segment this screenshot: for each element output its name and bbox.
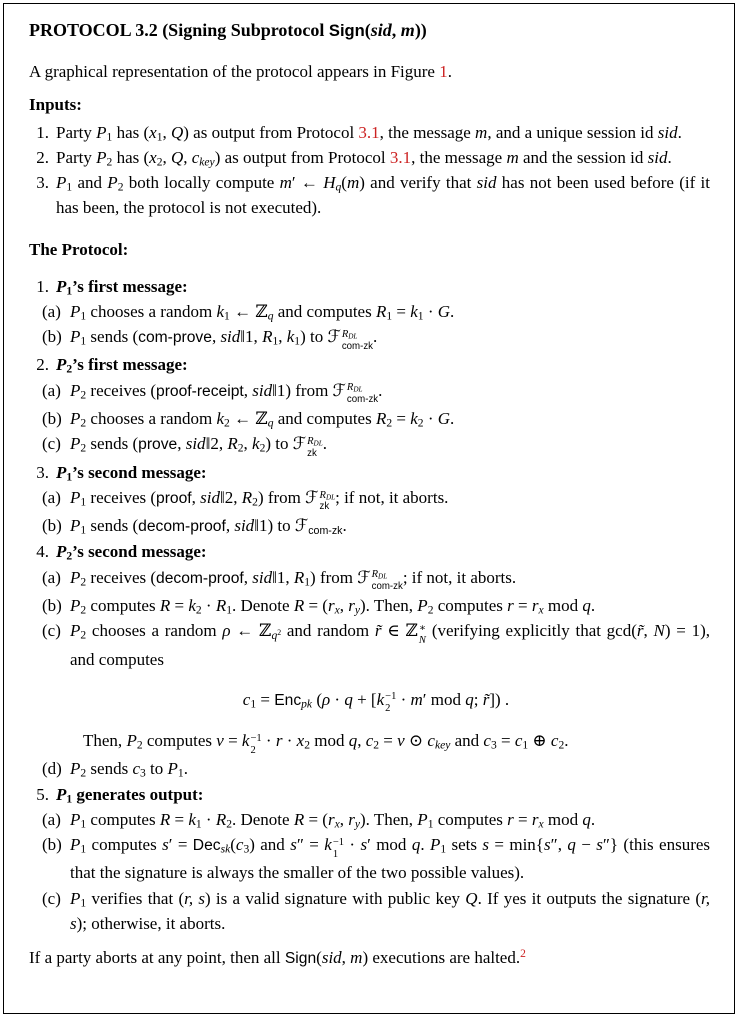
- protocol-substep: [42, 807, 710, 832]
- substep-text: P1 chooses a random k1 ← ℤq and computes R1 = k1 · G.: [70, 301, 455, 323]
- step-number: 5.: [36, 784, 49, 804]
- substep-label: (d): [42, 759, 62, 779]
- substep-label: (a): [42, 487, 61, 507]
- protocol-substep: [42, 593, 710, 618]
- step-number: 3.: [36, 462, 49, 482]
- item-text: Party P1 has (x1, Q) as output from Protocol 3.1, the message m, and a unique session id sid.: [56, 122, 682, 144]
- substep-text: P2 receives (decom-proof, sid‖1, R1) from ℱ RDL com-zk ; if not, it aborts.: [70, 567, 517, 593]
- substep-text: P2 chooses a random k2 ← ℤq and computes R2 = k2 · G.: [70, 409, 455, 430]
- substep-continuation: Then, P2 computes v = k −1 2 · r · x2 mod q, c2 = v ⊙ ckey and c3 = c1 ⊕ c2.: [83, 731, 569, 756]
- protocol-substep: [42, 756, 710, 781]
- protocol-title: PROTOCOL 3.2 (Signing Subprotocol Sign(sid, m)): [29, 20, 427, 40]
- substep-label: (a): [42, 567, 61, 587]
- footer-note: If a party aborts at any point, then all Sign(sid, m) executions are halted.$^2$: [29, 947, 526, 967]
- substep-list: [42, 807, 710, 936]
- item-text: P1 and P2 both locally compute m′ ← Hq(m) and verify that sid has not been used before (if it has been, the protocol is not executed).: [56, 173, 711, 218]
- protocol-substep: [42, 513, 710, 539]
- list-item: [29, 120, 710, 145]
- protocol-substep: [42, 324, 710, 352]
- protocol-substep: [42, 618, 710, 672]
- step-title: P2’s second message:: [56, 542, 207, 563]
- item-text: Party P2 has (x2, Q, ckey) as output from Protocol 3.1, the message m and the session id sid.: [56, 147, 672, 169]
- reference-link[interactable]: 3.1: [389, 147, 412, 167]
- substep-text: P2 computes R = k2 · R1. Denote R = (rx, ry). Then, P2 computes r = rx mod q.: [70, 596, 596, 617]
- substep-text: P2 chooses a random ρ ← ℤq$^2$ and random r̃ ∈ ℤ ∗ N (verifying explicitly that gcd(r̃, N) = 1), and computes: [70, 621, 710, 669]
- item-number: 2.: [36, 147, 49, 167]
- protocol-substep: [42, 406, 710, 431]
- steps-list: [29, 274, 710, 936]
- step-number: 4.: [36, 542, 49, 562]
- equation: c1 = Encpk (ρ · q + [k −1 2 · m′ mod q; r̃]) .: [242, 689, 510, 715]
- step-title: P1’s second message:: [56, 462, 207, 484]
- substep-label: (b): [42, 409, 62, 429]
- protocol-substep: [42, 299, 710, 324]
- step-title: P1’s first message:: [56, 276, 188, 298]
- substep-label: (b): [42, 835, 62, 855]
- protocol-substep: [42, 886, 710, 936]
- list-item: [29, 145, 710, 170]
- protocol-box: [3, 3, 735, 1014]
- substep-label: (a): [42, 380, 61, 400]
- substep-text: P1 receives (proof, sid‖2, R2) from ℱ RDL zk ; if not, it aborts.: [70, 487, 449, 513]
- substep-list: [42, 485, 710, 540]
- substep-text: P2 sends c3 to P1.: [70, 759, 188, 780]
- substep-text: P2 sends (prove, sid‖2, R2, k2) to ℱ RDL zk .: [70, 434, 327, 459]
- protocol-step: [29, 460, 710, 485]
- substep-label: (b): [42, 596, 62, 615]
- protocol-step: [29, 274, 710, 299]
- substep-text: P1 computes R = k1 · R2. Denote R = (rx, ry). Then, P1 computes r = rx mod q.: [70, 809, 596, 831]
- substep-label: (a): [42, 301, 61, 321]
- step-number: 1.: [36, 276, 49, 296]
- substep-text: P2 receives (proof-receipt, sid‖1) from ℱ RDL com-zk .: [70, 380, 383, 406]
- substep-list: [42, 299, 710, 353]
- reference-link[interactable]: 1: [439, 62, 448, 82]
- protocol-substep: [42, 485, 710, 513]
- substep-label: (c): [42, 434, 61, 454]
- substep-label: (a): [42, 809, 61, 829]
- protocol-heading: The Protocol:: [29, 240, 129, 260]
- step-number: 2.: [36, 355, 49, 375]
- item-number: 3.: [36, 173, 49, 193]
- substep-label: (b): [42, 516, 62, 536]
- protocol-substep: [42, 565, 710, 593]
- inputs-heading: Inputs:: [29, 95, 82, 115]
- item-number: 1.: [36, 122, 49, 142]
- intro-paragraph: A graphical representation of the protocol appears in Figure 1.: [29, 62, 452, 82]
- protocol-substep: [42, 378, 710, 406]
- substep-text: P1 computes s′ = Decsk(c3) and s″ = k −1 1 · s′ mod q. P1 sets s = min{s″, q − s″} (this ensures that the signature is always the smaller of the two possible values).: [70, 835, 711, 883]
- protocol-substep: [42, 431, 710, 459]
- step-title: P2’s first message:: [56, 355, 188, 376]
- step-title: P1 generates output:: [56, 784, 204, 806]
- inputs-list: [29, 120, 710, 221]
- substep-list: [42, 378, 710, 460]
- substep-text: P1 sends (com-prove, sid‖1, R1, k1) to ℱ RDL com-zk .: [70, 327, 378, 352]
- reference-link[interactable]: 2: [520, 947, 526, 961]
- reference-link[interactable]: 3.1: [358, 122, 380, 142]
- substep-list: [42, 565, 710, 782]
- protocol-step: [29, 539, 710, 564]
- substep-text: P1 sends (decom-proof, sid‖1) to ℱcom-zk.: [70, 516, 347, 537]
- substep-label: (c): [42, 621, 61, 641]
- protocol-step: [29, 352, 710, 377]
- protocol-step: [29, 782, 710, 807]
- protocol-substep: [42, 832, 710, 886]
- substep-label: (b): [42, 327, 62, 347]
- substep-text: P1 verifies that (r, s) is a valid signature with public key Q. If yes it outputs the signature (r, s); otherwise, it aborts.: [70, 888, 710, 933]
- substep-label: (c): [42, 888, 61, 908]
- list-item: [29, 170, 710, 220]
